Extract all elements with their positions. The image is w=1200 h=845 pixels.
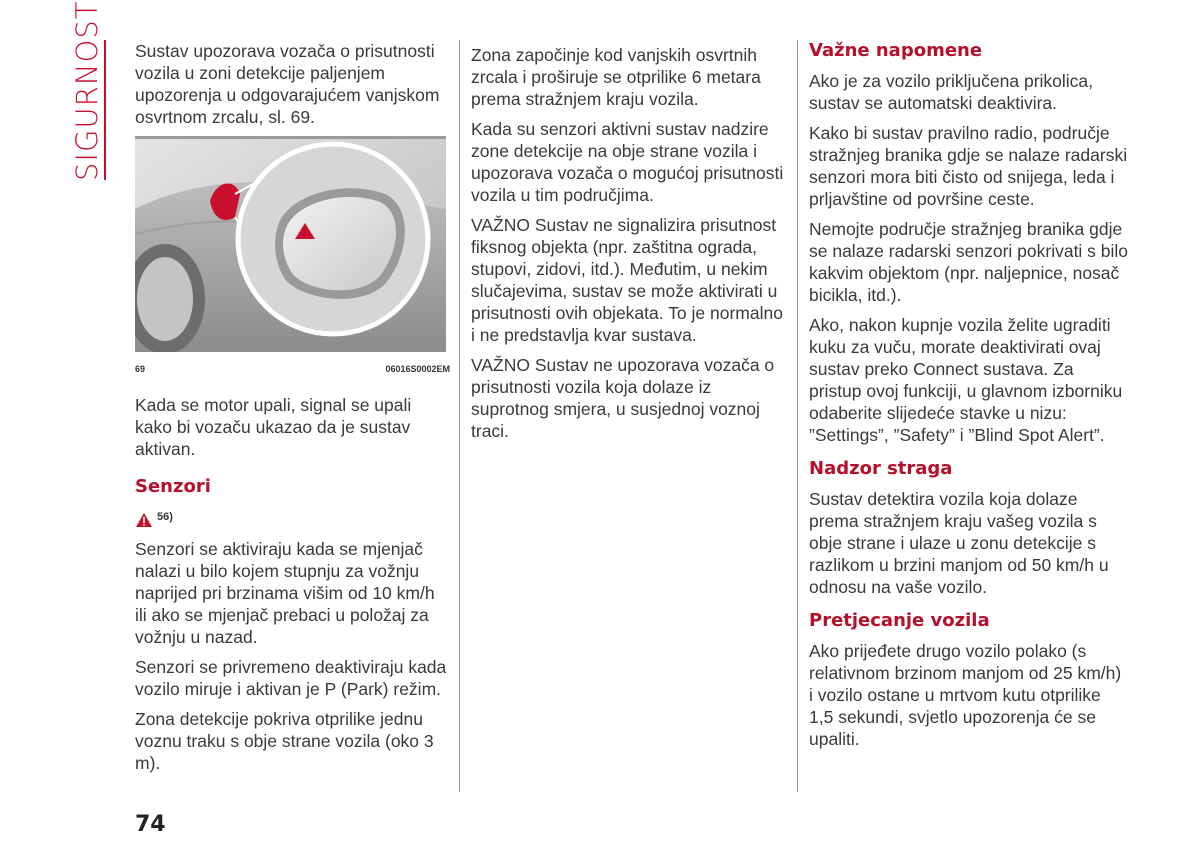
paragraph: Zona započinje kod vanjskih osvrtnih zrcala i proširuje se otprilike 6 metara prema stražnjem kraju vozila. bbox=[471, 45, 761, 109]
heading-senzori: Senzori bbox=[135, 476, 211, 497]
warning-triangle-icon bbox=[135, 512, 153, 528]
paragraph: Sustav upozorava vozača o prisutnosti vozila u zoni detekcije paljenjem upozorenja u odgovarajućem vanjskom osvrtnom zrcalu, sl. 69. bbox=[135, 41, 440, 127]
column-2 bbox=[471, 44, 789, 450]
figure-caption bbox=[135, 358, 450, 380]
heading-nadzor-straga: Nadzor straga bbox=[809, 458, 953, 479]
figure-code: 06016S0002EM bbox=[385, 364, 450, 374]
paragraph: Zona detekcije pokriva otprilike jednu voznu traku s obje strane vozila (oko 3 m). bbox=[135, 709, 434, 773]
figure-number: 69 bbox=[135, 364, 146, 374]
paragraph: Senzori se aktiviraju kada se mjenjač nalazi u bilo kojem stupnju za vožnju naprijed pri brzinama višim od 10 km/h ili ako se mjenjač prebaci u položaj za vožnju u nazad. bbox=[135, 539, 435, 647]
heading-pretjecanje-vozila: Pretjecanje vozila bbox=[809, 610, 990, 631]
section-side-tab bbox=[70, 0, 106, 181]
paragraph: Kada se motor upali, signal se upali kako bi vozaču ukazao da je sustav aktivan. bbox=[135, 395, 412, 459]
page-number: 74 bbox=[135, 812, 166, 837]
warning-ref-number: 56) bbox=[157, 511, 173, 523]
paragraph: Senzori se privremeno deaktiviraju kada vozilo miruje i aktivan je P (Park) režim. bbox=[135, 657, 447, 699]
paragraph: Kako bi sustav pravilno radio, područje stražnjeg branika gdje se nalaze radarski senzori mora biti čisto od snijega, leda i prljavštine od površine ceste. bbox=[809, 123, 1128, 209]
car-mirror-illustration bbox=[135, 139, 446, 352]
paragraph: VAŽNO Sustav ne signalizira prisutnost fiksnog objekta (npr. zaštitna ograda, stupovi, zidovi, itd.). Međutim, u nekim slučajevima, sustav se može aktivirati u prisutnosti ovih objekata. To je normalno i ne predstavlja kvar sustava. bbox=[471, 215, 783, 345]
heading-vazne-napomene: Važne napomene bbox=[809, 40, 983, 61]
section-title: SIGURNOST bbox=[70, 0, 104, 181]
paragraph: Kada su senzori aktivni sustav nadzire zone detekcije na obje strane vozila i upozorava vozača o mogućoj prisutnosti vozila u tim područjima. bbox=[471, 119, 784, 205]
column-divider bbox=[797, 40, 798, 792]
figure-mirror-illustration bbox=[135, 136, 446, 352]
warning-reference bbox=[135, 506, 450, 528]
paragraph: VAŽNO Sustav ne upozorava vozača o prisutnosti vozila koja dolaze iz suprotnog smjera, u susjednoj voznoj traci. bbox=[471, 355, 775, 441]
column-1 bbox=[135, 40, 450, 782]
paragraph: Ako, nakon kupnje vozila želite ugraditi kuku za vuču, morate deaktivirati ovaj sustav preko Connect sustava. Za pristup ovoj funkciji, u glavnom izborniku odaberite slijedeće stavke u nizu: ”Settings”, ”Safety” i ”Blind Spot Alert”. bbox=[809, 315, 1123, 445]
paragraph: Nemojte područje stražnjeg branika gdje se nalaze radarski senzori pokrivati s bilo kakvim objektom (npr. naljepnice, nosač bicikla, itd.). bbox=[809, 219, 1129, 305]
column-3 bbox=[809, 40, 1129, 758]
paragraph: Ako je za vozilo priključena prikolica, sustav se automatski deaktivira. bbox=[809, 71, 1094, 113]
column-divider bbox=[459, 40, 460, 792]
paragraph: Sustav detektira vozila koja dolaze prema stražnjem kraju vašeg vozila s obje strane i ulaze u zonu detekcije s razlikom u brzini manjom od 50 km/h u odnosu na vaše vozilo. bbox=[809, 489, 1109, 597]
paragraph: Ako prijeđete drugo vozilo polako (s relativnom brzinom manjom od 25 km/h) i vozilo ostane u mrtvom kutu otprilike 1,5 sekundi, svjetlo upozorenja će se upaliti. bbox=[809, 641, 1122, 749]
